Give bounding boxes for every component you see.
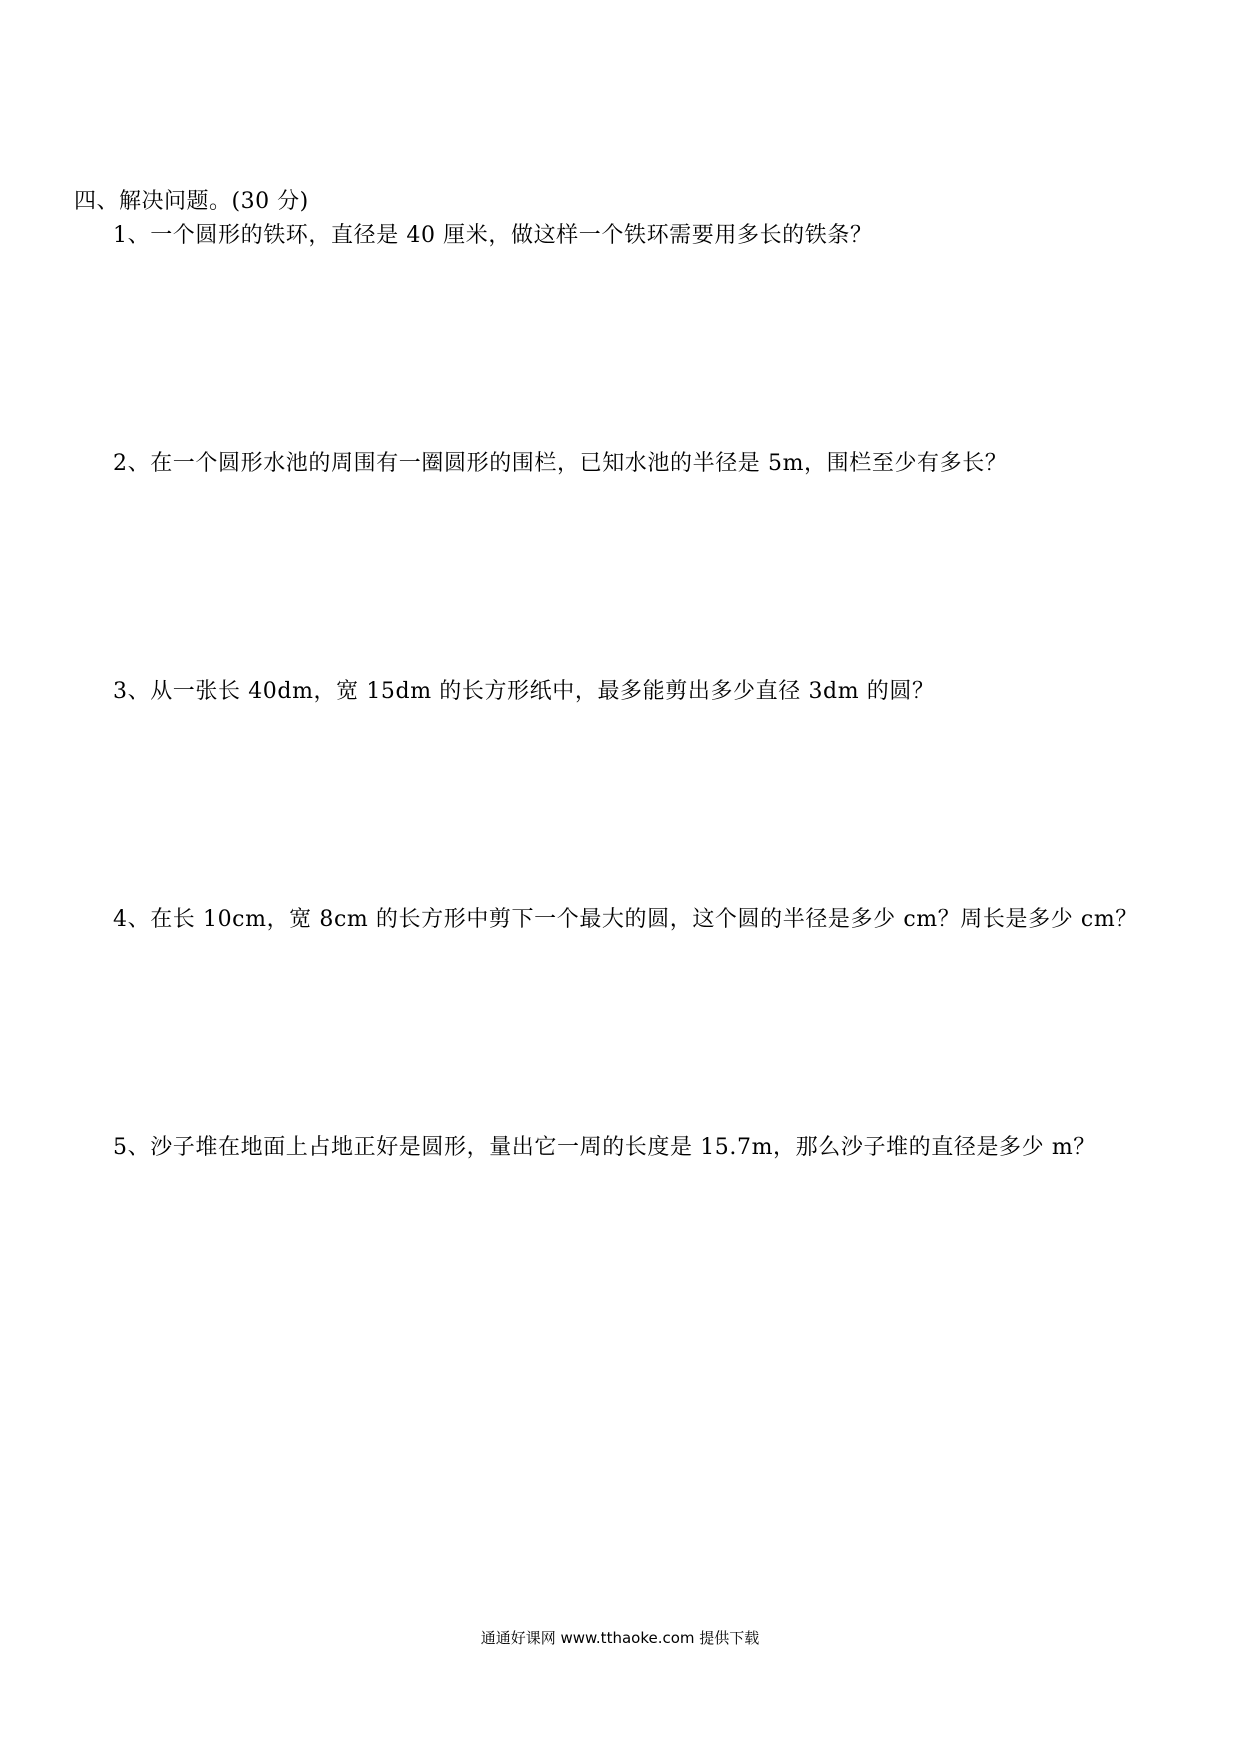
download-footer: 通通好课网 www.tthaoke.com 提供下载 (480, 1629, 760, 1647)
question-3: 3、从一张长 40dm，宽 15dm 的长方形纸中，最多能剪出多少直径 3dm 的圆？ (113, 679, 935, 704)
question-1: 1、一个圆形的铁环，直径是 40 厘米，做这样一个铁环需要用多长的铁条？ (113, 223, 873, 248)
question-4: 4、在长 10cm，宽 8cm 的长方形中剪下一个最大的圆，这个圆的半径是多少 cm？周长是多少 cm？ (113, 907, 1138, 932)
question-5: 5、沙子堆在地面上占地正好是圆形，量出它一周的长度是 15.7m，那么沙子堆的直径是多少 m？ (113, 1135, 1096, 1160)
section-title: 四、解决问题。(30 分) (74, 189, 309, 214)
question-2: 2、在一个圆形水池的周围有一圈圆形的围栏，已知水池的半径是 5m，围栏至少有多长？ (113, 451, 1008, 476)
